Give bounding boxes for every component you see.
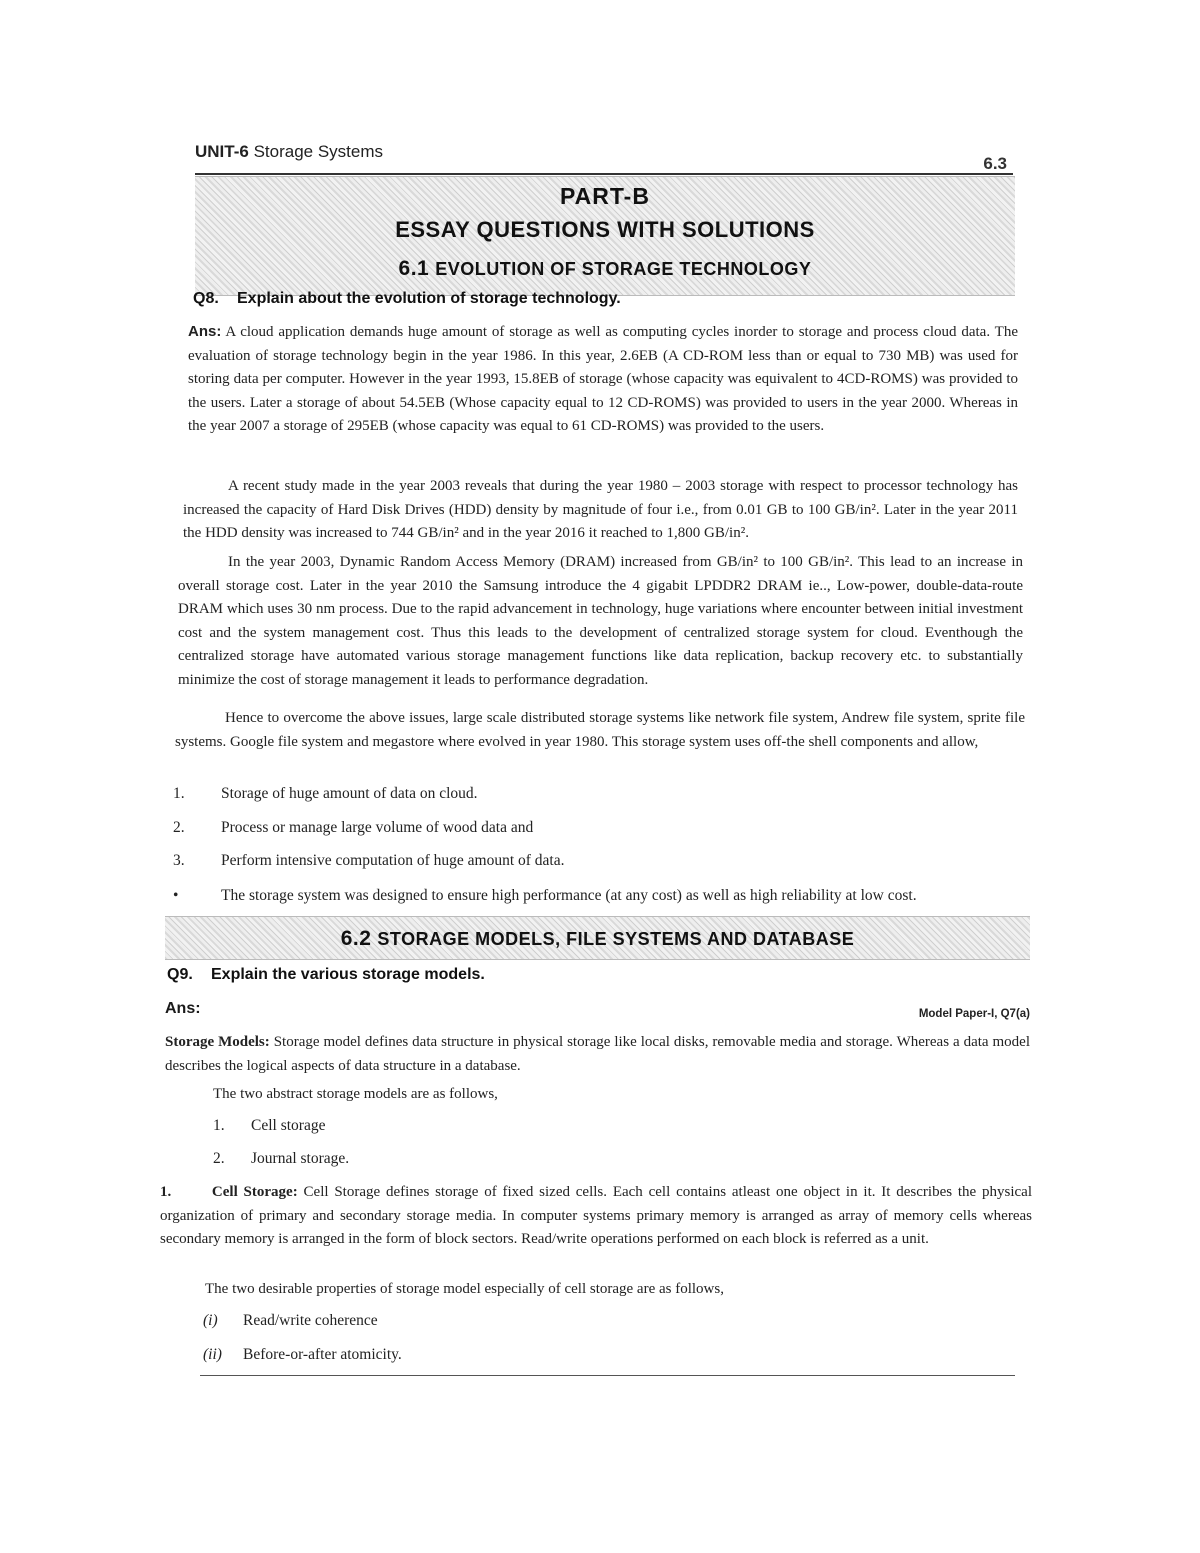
q8-answer-para-2: A recent study made in the year 2003 reveals that during the year 1980 – 2003 storage with respect to processor technology has increased the capacity of Hard Disk Drives (HDD) density by magnitude of four i.e., from 0.01 GB to 100 GB/in². Later in the year 2011 the HDD density was increased to 744 GB/in² and in the year 2016 it reached to 1,800 GB/in².: [183, 478, 1018, 541]
list-item: [203, 1312, 378, 1330]
section-heading-6-2: [165, 927, 1030, 951]
section-number: 6.1: [398, 257, 430, 280]
cell-storage-text: Cell Storage defines storage of fixed sized cells. Each cell contains atleast one object in it. It describes the physical organization of primary and secondary storage media. In computer systems primary memory is arranged as array of memory cells whereas secondary memory is arranged in the form of block sectors. Read/write operations performed on each block is referred as a unit.: [160, 1184, 1033, 1247]
list-text: Before-or-after atomicity.: [243, 1346, 402, 1363]
list-item: [213, 1150, 349, 1168]
list-number: (i): [203, 1312, 218, 1329]
part-b-banner: [195, 176, 1015, 296]
question-q9: [167, 966, 485, 984]
section-number: 6.2: [340, 927, 372, 950]
unit-label: UNIT-6: [195, 142, 249, 161]
list-number: 1.: [213, 1117, 225, 1134]
list-text: Read/write coherence: [243, 1312, 378, 1329]
q9-answer-label: Ans:: [165, 1000, 201, 1017]
list-text: Journal storage.: [251, 1150, 350, 1167]
list-number: 1.: [173, 785, 185, 802]
list-item: [173, 852, 565, 870]
models-intro: The two abstract storage models are as follows,: [213, 1086, 498, 1102]
list-text: Cell storage: [251, 1117, 326, 1134]
footer-rule: [200, 1375, 1015, 1376]
storage-models-text: Storage model defines data structure in physical storage like local disks, removable media and storage. Whereas a data model describes the logical aspects of data structure in a database.: [165, 1034, 1031, 1074]
model-paper-reference: Model Paper-I, Q7(a): [918, 1008, 1030, 1020]
running-header: [195, 142, 1015, 172]
cell-storage-label: Cell Storage:: [211, 1184, 298, 1200]
question-q8: [193, 290, 621, 308]
storage-models-para: [165, 1031, 1030, 1078]
list-text: Storage of huge amount of data on cloud.: [221, 785, 478, 802]
properties-intro: The two desirable properties of storage model especially of cell storage are as follows,: [205, 1281, 724, 1297]
section-title: EVOLUTION OF STORAGE TECHNOLOGY: [435, 259, 812, 279]
cell-storage-number: 1.: [160, 1184, 172, 1200]
list-text: Perform intensive computation of huge amount of data.: [221, 852, 565, 869]
q8-answer-para-1: [188, 320, 1018, 439]
cell-storage-para: [160, 1181, 1032, 1252]
list-item: [173, 819, 533, 837]
header-rule: [195, 173, 1013, 175]
question-label: Q9.: [167, 966, 193, 983]
list-number: (ii): [203, 1346, 222, 1363]
list-number: 2.: [173, 819, 185, 836]
list-number: 3.: [173, 852, 185, 869]
list-text: Process or manage large volume of wood data and: [221, 819, 534, 836]
list-number: 2.: [213, 1150, 225, 1167]
bullet-text: The storage system was designed to ensure high performance (at any cost) as well as high reliability at low cost.: [221, 887, 917, 904]
page-number: 6.3: [983, 154, 1007, 173]
list-item: [213, 1117, 325, 1135]
q8-answer-para-4: Hence to overcome the above issues, large scale distributed storage systems like network file system, Andrew file system, sprite file systems. Google file system and megastore where evolved in year 1980. This storage system uses off-the shell components and allow,: [175, 710, 1025, 750]
part-subtitle: ESSAY QUESTIONS WITH SOLUTIONS: [395, 217, 815, 242]
bullet-marker: •: [173, 887, 179, 904]
storage-models-label: Storage Models:: [165, 1034, 270, 1050]
question-label: Q8.: [193, 290, 219, 307]
list-item: [173, 785, 478, 803]
question-text: Explain about the evolution of storage technology.: [237, 290, 621, 307]
question-text: Explain the various storage models.: [211, 966, 485, 983]
unit-title: Storage Systems: [253, 142, 384, 161]
section-title: STORAGE MODELS, FILE SYSTEMS AND DATABASE: [377, 929, 855, 949]
bullet-item: [173, 887, 917, 905]
section-heading-6-1: [195, 257, 1015, 281]
answer-text: A cloud application demands huge amount of storage as well as computing cycles inorder to storage and process cloud data. The evaluation of storage technology begin in the year 1986. In this year, 2.6EB (A CD-ROM less than or equal to 730 MB) was used for storing data per computer. However in the year 1993, 15.8EB of storage (whose capacity was equivalent to 4CD-ROMS) was provided to the users. Later a storage of about 54.5EB (Whose capacity equal to 12 CD-ROMS) was provided to users in the year 2000. Whereas in the year 2007 a storage of 295EB (whose capacity was equal to 61 CD-ROMS) was provided to the users.: [188, 324, 1018, 434]
q8-answer-para-3: In the year 2003, Dynamic Random Access Memory (DRAM) increased from GB/in² to 100 GB/in². This lead to an increase in overall storage cost. Later in the year 2010 the Samsung introduce the 4 gigabit LPDDR2 DRAM ie.., Low-power, double-data-route DRAM which uses 30 nm process. Due to the rapid advancement in technology, huge variations where encounter between initial investment cost and the system management cost. Thus this leads to the development of centralized storage system for cloud. Eventhough the centralized storage have automated various storage management functions like data replication, backup recovery etc. to substantially minimize the cost of storage management it leads to performance degradation.: [178, 554, 1023, 688]
part-title: PART-B: [560, 183, 650, 209]
unit-heading: [195, 142, 383, 162]
list-item: [203, 1346, 402, 1364]
answer-label: Ans:: [188, 323, 222, 340]
section-banner-6-2: [165, 916, 1030, 960]
